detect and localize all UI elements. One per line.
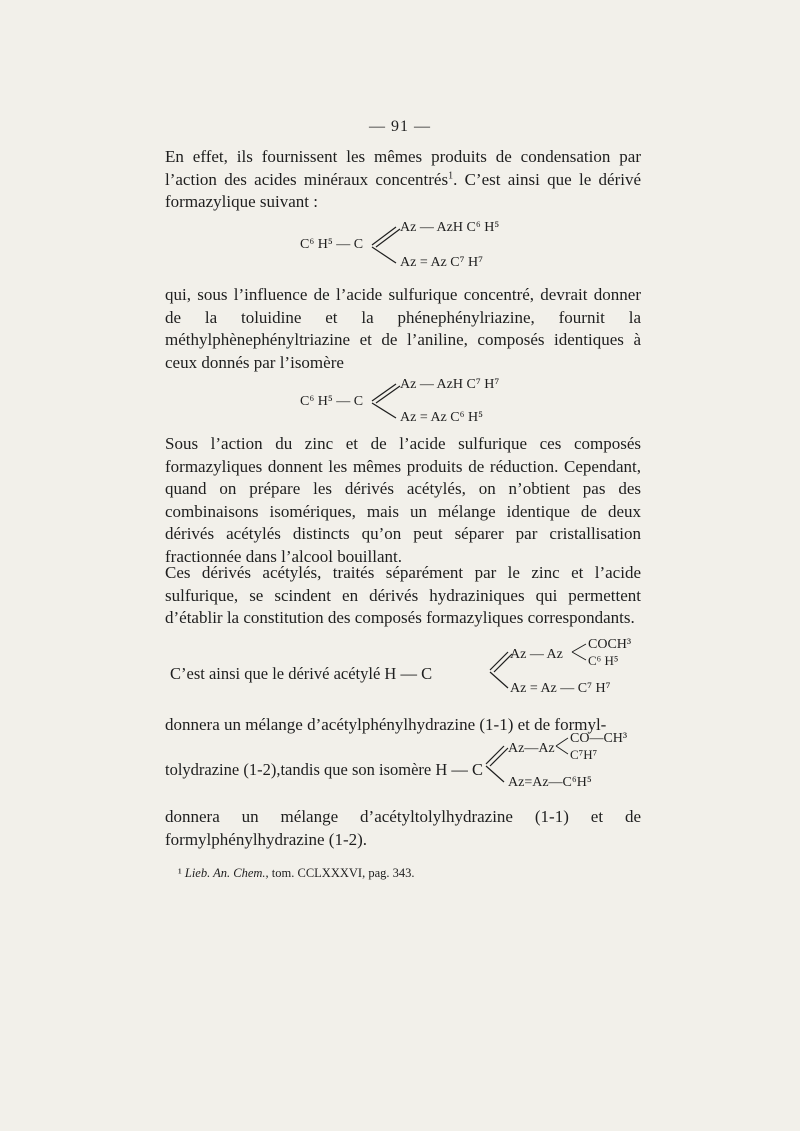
formula-1-bottom: Az = Az C⁷ H⁷ [400,255,483,270]
footnote [178,866,415,881]
formula-1-bonds [372,218,402,274]
paragraph-intro [165,146,641,214]
formula-3-bonds [488,638,512,700]
paragraph-reduction: Sous l’action du zinc et de l’acide sulfurique ces composés formazyliques donnent les mêmes produits de réduction. Cependant, quand on prépare les dérivés acétylés, on n’obtient pas des combinaisons isomériques, mais un mélange identique de deux dérivés acétylés distincts qu’on peut séparer par cristallisation fractionnée dans l’alcool bouillant. [165,434,641,566]
formula-2-bonds [372,376,402,428]
formula-4-tolyl: C⁷H⁷ [570,747,598,762]
paragraph-sulfuric: qui, sous l’influence de l’acide sulfurique concentré, devrait donner de la toluidine et la phénephénylriazine, fournit la méthylphènephényltriazine et de l’aniline, composés identiques à ceux donnés par l’isomère [165,285,641,372]
paragraph-intro-text: En effet, ils fournissent les mêmes produits de condensation par l’action des acides minéraux concentrés [165,147,641,189]
acetyl-derivative-label: C’est ainsi que le dérivé acétylé H — C [170,664,433,683]
formula-3-phenyl: C⁶ H⁵ [588,653,619,668]
paragraph-hydrazinic: Ces dérivés acétylés, traités séparément par le zinc et l’acide sulfurique, se scindent en dérivés hydraziniques qui permettent d’établir la constitution des composés formazyliques correspondants. [165,563,641,628]
isomer-label: tolydrazine (1-2),tandis que son isomère H — C [165,760,484,779]
formula-4-branch [556,736,570,756]
formula-3-acetyl: COCH³ [588,637,632,652]
formula-formazyl-1 [300,218,560,274]
formula-acetyl-4 [484,732,654,794]
formula-1-left: C⁶ H⁵ — C [300,237,364,252]
formula-2-top: Az — AzH C⁷ H⁷ [400,377,500,392]
formula-3-top: Az — Az [510,647,563,662]
formula-acetyl-3 [488,638,658,700]
formula-4-bottom: Az=Az—C⁶H⁵ [508,775,592,790]
formula-4-formyl: CO—CH³ [570,731,628,746]
formula-2-bottom: Az = Az C⁶ H⁵ [400,410,483,425]
footnote-mark: ¹ [178,866,182,880]
formula-1-top: Az — AzH C⁶ H⁵ [400,220,500,235]
formula-3-branch [572,642,588,662]
formula-formazyl-2 [300,376,560,428]
paragraph-mixture-1: donnera un mélange d’acétylphénylhydrazine (1-1) et de formyl- [165,715,607,734]
formula-4-top: Az—Az [508,741,555,756]
page-number: — 91 — [369,118,431,135]
footnote-reference-text: tom. CCLXXXVI, pag. 343. [271,866,415,880]
paragraph-mixture-2: donnera un mélange d’acétyltolylhydrazine (1-1) et de formylphénylhydrazine (1-2). [165,807,641,849]
paragraph-intro-end: . C’est ainsi que le dérivé formazylique suivant : [165,169,641,212]
footnote-source: Lieb. An. Chem., [184,866,269,880]
formula-2-left: C⁶ H⁵ — C [300,394,364,409]
formula-3-bottom: Az = Az — C⁷ H⁷ [510,681,611,696]
footnote-reference: 1 [448,169,454,181]
formula-4-bonds [484,732,508,794]
